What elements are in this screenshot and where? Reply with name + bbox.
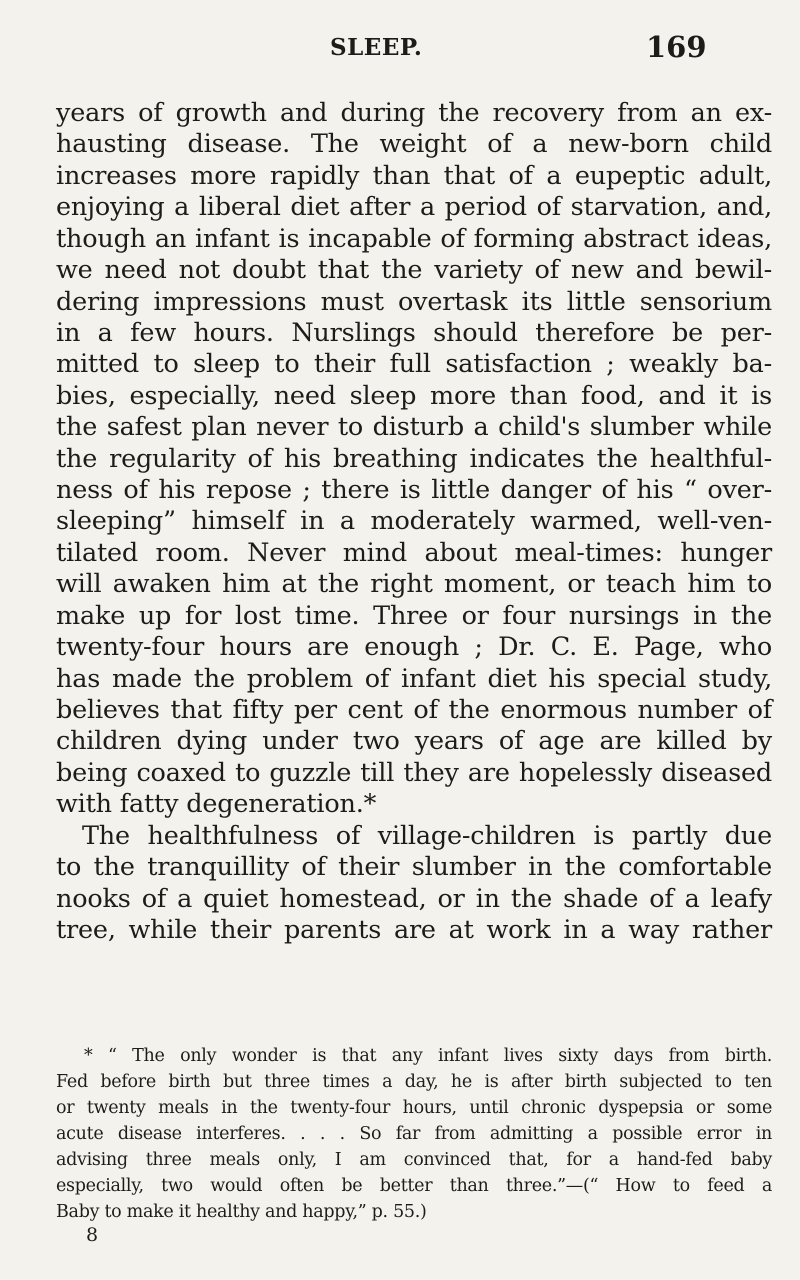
text-line: the safest plan never to disturb a child's slumber while — [56, 412, 772, 443]
text-line: nooks of a quiet homestead, or in the shade of a leafy — [56, 883, 772, 914]
text-line: make up for lost time. Three or four nursings in the — [56, 600, 772, 631]
footnote-line: Baby to make it healthy and happy,” p. 55.) — [56, 1202, 427, 1222]
footnote — [56, 1043, 772, 1225]
text-line: we need not doubt that the variety of new and bewil- — [56, 255, 772, 286]
text-line: the regularity of his breathing indicates the healthful- — [56, 443, 772, 474]
footnote-line: * “ The only wonder is that any infant lives sixty days from birth. — [84, 1046, 772, 1066]
footnote-line: especially, two would often be better than three.”—(“ How to feed a — [56, 1176, 772, 1196]
footnote-line: advising three meals only, I am convinced that, for a hand-fed baby — [56, 1150, 772, 1170]
text-line: mitted to sleep to their full satisfaction ; weakly ba- — [56, 349, 772, 380]
text-line: believes that fifty per cent of the enormous number of — [56, 695, 772, 726]
text-line: tree, while their parents are at work in a way rather — [56, 914, 772, 945]
text-line: increases more rapidly than that of a eupeptic adult, — [56, 160, 772, 191]
text-line: bies, especially, need sleep more than food, and it is — [56, 380, 772, 411]
running-head-title: SLEEP. — [330, 34, 423, 61]
text-line: ness of his repose ; there is little danger of his “ over- — [56, 475, 772, 506]
text-line: though an infant is incapable of forming abstract ideas, — [56, 223, 772, 254]
text-line: tilated room. Never mind about meal-times: hunger — [56, 537, 772, 568]
text-line: to the tranquillity of their slumber in the comfortable — [56, 852, 772, 883]
text-line: enjoying a liberal diet after a period of starvation, and, — [56, 192, 772, 223]
body-text — [56, 98, 772, 946]
printer-signature-mark: 8 — [86, 1224, 99, 1246]
text-line: will awaken him at the right moment, or teach him to — [56, 569, 772, 600]
text-line: in a few hours. Nurslings should therefore be per- — [56, 317, 772, 348]
footnote-line: acute disease interferes. . . . So far from admitting a possible error in — [56, 1124, 772, 1144]
text-line: children dying under two years of age are killed by — [56, 726, 772, 757]
footnote-line: or twenty meals in the twenty-four hours, until chronic dyspepsia or some — [56, 1098, 772, 1118]
text-line: with fatty degeneration.* — [56, 789, 377, 820]
text-line: has made the problem of infant diet his special study, — [56, 663, 772, 694]
text-line: sleeping” himself in a moderately warmed, well-ven- — [56, 506, 772, 537]
text-line: being coaxed to guzzle till they are hopelessly diseased — [56, 757, 772, 788]
page-number: 169 — [646, 30, 707, 64]
text-line: dering impressions must overtask its little sensorium — [56, 286, 772, 317]
text-line: years of growth and during the recovery from an ex- — [56, 98, 772, 128]
text-line: twenty-four hours are enough ; Dr. C. E. Page, who — [56, 632, 772, 663]
footnote-line: Fed before birth but three times a day, he is after birth subjected to ten — [56, 1072, 772, 1092]
text-line: hausting disease. The weight of a new-born child — [56, 129, 772, 160]
text-line: The healthfulness of village-children is partly due — [82, 820, 772, 851]
